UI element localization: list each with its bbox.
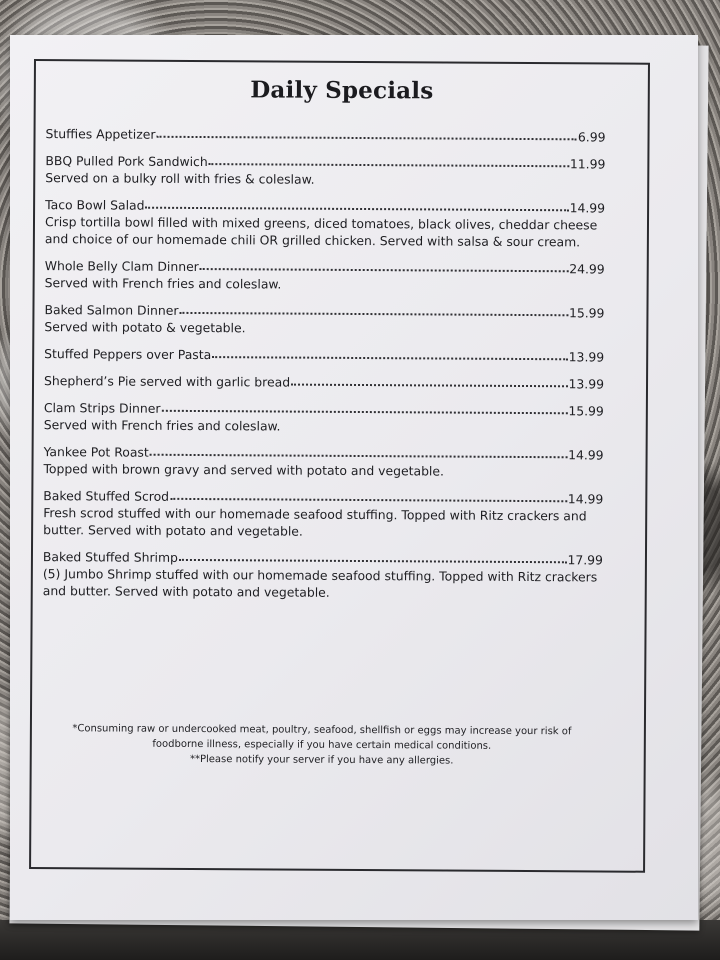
item-name: BBQ Pulled Pork Sandwich: [45, 153, 208, 170]
item-name: Whole Belly Clam Dinner: [44, 258, 199, 275]
leader-dots: [150, 445, 567, 459]
item-description: Topped with brown gravy and served with potato and vegetable.: [43, 461, 445, 479]
item-name: Baked Stuffed Shrimp: [42, 549, 178, 565]
menu-item: [45, 196, 605, 250]
specials-list: [43, 125, 606, 612]
item-price: 17.99: [567, 552, 603, 568]
leader-dots: [212, 347, 568, 360]
item-price: 13.99: [568, 349, 605, 365]
item-description: Served on a bulky roll with fries & coleslaw.: [45, 170, 315, 187]
allergy-note: **Please notify your server if you have any allergies.: [189, 753, 454, 767]
item-description: Served with potato & vegetable.: [44, 319, 246, 336]
menu-title: Daily Specials: [250, 76, 434, 105]
item-price: 14.99: [569, 200, 606, 216]
item-name: Stuffies Appetizer: [45, 126, 156, 142]
item-price: 6.99: [577, 129, 606, 145]
item-name: Baked Salmon Dinner: [44, 302, 179, 318]
item-price: 14.99: [568, 447, 604, 463]
leader-dots: [161, 401, 567, 414]
menu-item: [45, 152, 605, 189]
item-name: Shepherd’s Pie served with garlic bread: [43, 373, 291, 390]
leader-dots: [291, 375, 567, 388]
menu-item: [44, 301, 604, 338]
leader-dots: [156, 127, 577, 141]
leader-dots: [200, 259, 568, 272]
item-price: 24.99: [569, 261, 605, 277]
item-price: 11.99: [569, 156, 606, 172]
disclaimer: [72, 721, 572, 769]
menu-item: [45, 257, 605, 294]
leader-dots: [179, 303, 568, 316]
item-name: Clam Strips Dinner: [43, 400, 161, 416]
menu-item: [44, 345, 604, 365]
item-price: 13.99: [568, 376, 605, 392]
item-description: (5) Jumbo Shrimp stuffed with our homemade seafood stuffing. Topped with Ritz crackers and butter. Served with potato and vegetable.: [42, 566, 598, 600]
menu-sheet: [10, 35, 698, 920]
menu-item: [43, 487, 603, 541]
leader-dots: [179, 550, 567, 563]
item-price: 14.99: [567, 491, 604, 507]
item-name: Taco Bowl Salad: [45, 197, 145, 213]
menu-item: [44, 372, 604, 392]
leader-dots: [145, 198, 568, 212]
item-name: Stuffed Peppers over Pasta: [44, 346, 212, 363]
consumption-warning: *Consuming raw or undercooked meat, poultry, seafood, shellfish or eggs may increase your risk of foodborne illness, especially if you have certain medical conditions.: [72, 723, 572, 752]
item-name: Baked Stuffed Scrod: [43, 488, 170, 504]
menu-item: [44, 399, 604, 436]
item-price: 15.99: [568, 305, 605, 321]
item-description: Served with French fries and coleslaw.: [43, 417, 281, 434]
item-description: Served with French fries and coleslaw.: [44, 275, 282, 292]
menu-border: [29, 59, 650, 873]
item-description: Fresh scrod stuffed with our homemade seafood stuffing. Topped with Ritz crackers and butter. Served with potato and vegetable.: [43, 505, 587, 539]
leader-dots: [170, 489, 567, 502]
menu-item: [45, 125, 605, 145]
item-name: Yankee Pot Roast: [43, 444, 149, 460]
item-price: 15.99: [568, 403, 604, 419]
item-description: Crisp tortilla bowl filled with mixed greens, diced tomatoes, black olives, cheddar cheese and choice of our homemade chili OR grilled chicken. Served with salsa & sour cream.: [44, 214, 598, 250]
menu-item: [43, 443, 603, 480]
menu-item: [43, 548, 603, 602]
leader-dots: [209, 154, 569, 167]
